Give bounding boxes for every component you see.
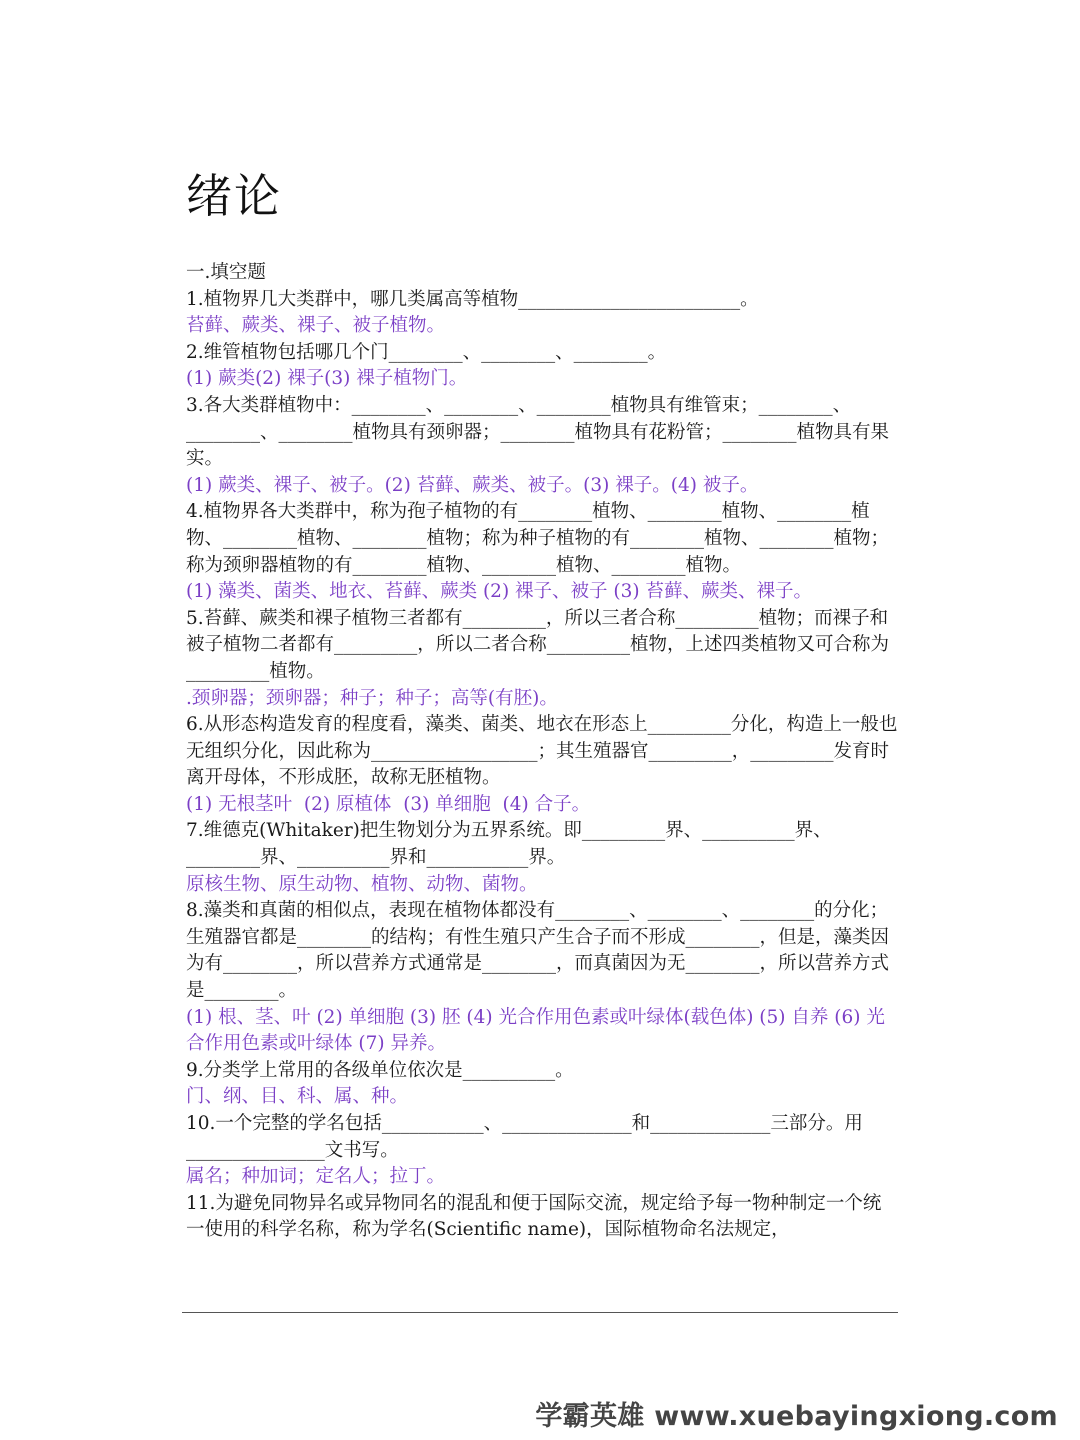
section-heading: 一.填空题 [186, 262, 266, 283]
question-text: 3.各大类群植物中：________、________、________植物具有维管束；________、________、________植物具有颈卵器；________植物具有花粉管；________植物具有果实。 [186, 394, 890, 470]
answer-text: 门、纲、目、科、属、种。 [186, 1086, 409, 1108]
answer-text: (1) 蕨类、裸子、被子。(2) 苔藓、蕨类、被子。(3) 裸子。(4) 被子。 [186, 474, 759, 496]
question-text: 7.维德克(Whitaker)把生物划分为五界系统。即_________界、__________界、________界、__________界和___________界。 [186, 820, 832, 869]
question-list [186, 260, 898, 1244]
question-text: 2.维管植物包括哪几个门________、________、________。 [186, 341, 667, 363]
answer-text: (1) 根、茎、叶 (2) 单细胞 (3) 胚 (4) 光合作用色素或叶绿体(载色体) (5) 自养 (6) 光合作用色素或叶绿体 (7) 异养。 [186, 1006, 885, 1055]
question-text: 5.苔藓、蕨类和裸子植物三者都有_________，所以三者合称_________植物；而裸子和被子植物二者都有_________，所以二者合称_________植物，上述四类植物又可合称为_________植物。 [186, 607, 890, 682]
answer-text: (1) 无根茎叶 (2) 原植体 (3) 单细胞 (4) 合子。 [186, 793, 591, 815]
question-text: 6.从形态构造发育的程度看，藻类、菌类、地衣在形态上_________分化，构造上一般也无组织分化，因此称为__________________；其生殖器官_________，_________发育时离开母体，不形成胚，故称无胚植物。 [186, 714, 898, 789]
answer-text: .颈卵器；颈卵器；种子；种子；高等(有胚)。 [186, 687, 558, 709]
question-text: 10.一个完整的学名包括___________、______________和_____________三部分。用_______________文书写。 [186, 1113, 863, 1161]
footer-divider [182, 1312, 898, 1313]
answer-text: 原核生物、原生动物、植物、动物、菌物。 [186, 873, 538, 895]
question-text: 8.藻类和真菌的相似点，表现在植物体都没有________、________、________的分化； 生殖器官都是________的结构；有性生殖只产生合子而不形成________，但是，藻类因为有________，所以营养方式通常是________，而真菌因为无________，所以营养方式是________。 [186, 900, 895, 1002]
answer-text: (1) 蕨类(2) 裸子(3) 裸子植物门。 [186, 368, 468, 390]
answer-text: 苔藓、蕨类、裸子、被子植物。 [186, 315, 446, 337]
page-title: 绪论 [186, 169, 282, 223]
answer-text: (1) 藻类、菌类、地衣、苔藓、蕨类 (2) 裸子、被子 (3) 苔藓、蕨类、裸子。 [186, 581, 813, 603]
question-text: 1.植物界几大类群中，哪几类属高等植物________________________。 [186, 288, 759, 310]
question-text: 9.分类学上常用的各级单位依次是__________。 [186, 1059, 574, 1081]
question-text: 11.为避免同物异名或异物同名的混乱和便于国际交流，规定给予每一物种制定一个统一使用的科学名称，称为学名(Scientific name)，国际植物命名法规定， [186, 1192, 882, 1241]
answer-text: 属名；种加词；定名人；拉丁。 [186, 1166, 446, 1188]
site-watermark: 学霸英雄 www.xuebayingxiong.com [535, 1401, 1058, 1432]
question-text: 4.植物界各大类群中，称为孢子植物的有________植物、________植物、________植物、________植物、________植物；称为种子植物的有________植物、________植物；称为颈卵器植物的有________植物、________植物、________植物。 [186, 501, 890, 576]
